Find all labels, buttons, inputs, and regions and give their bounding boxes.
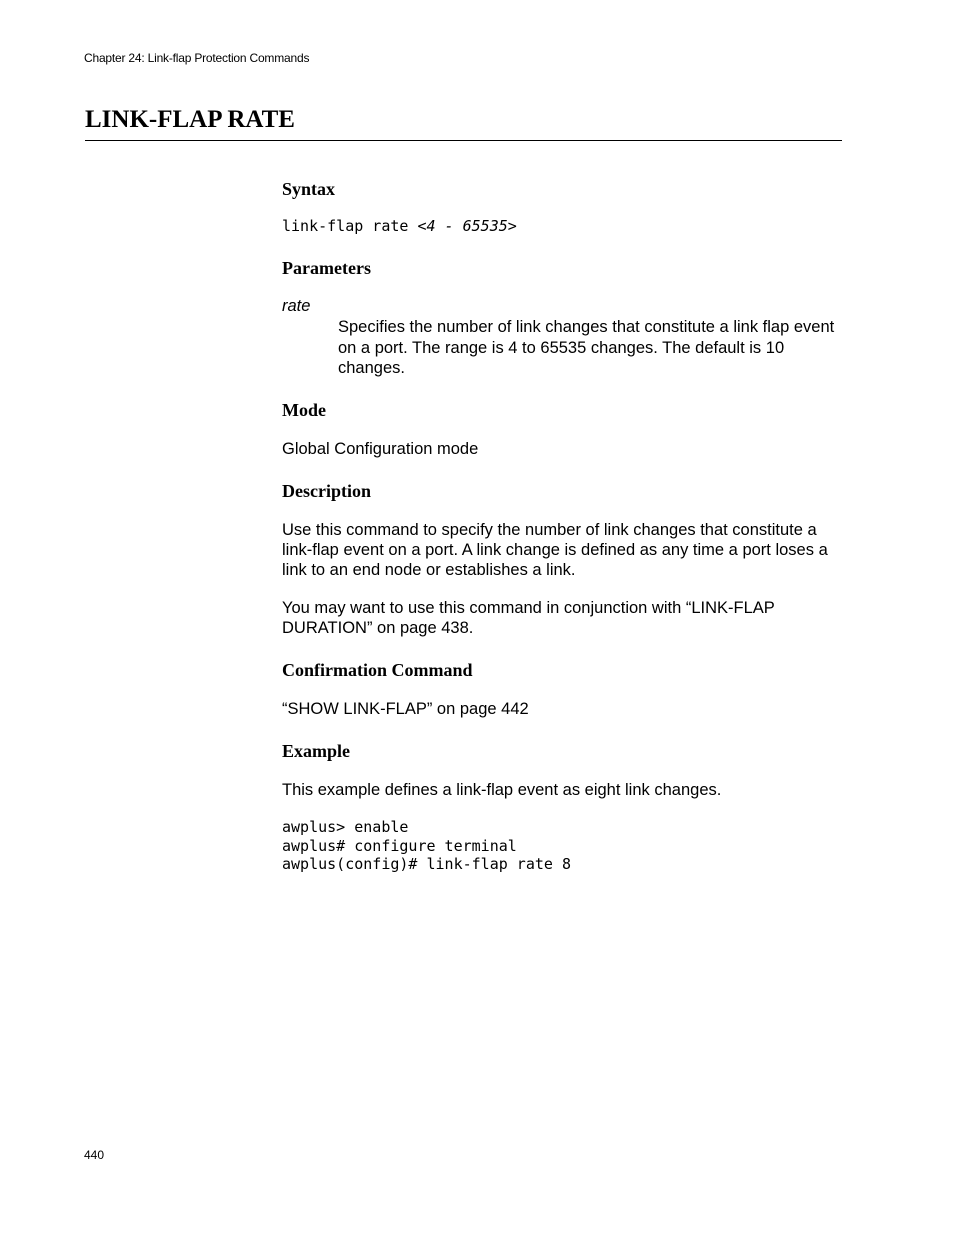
page-number: 440: [84, 1148, 105, 1162]
code-line: awplus> enable: [282, 818, 409, 836]
syntax-command: link-flap rate: [282, 217, 418, 235]
syntax-argument: <4 - 65535>: [417, 217, 517, 235]
title-rule: [85, 140, 842, 141]
mode-heading: Mode: [282, 400, 326, 420]
description-heading: Description: [282, 481, 371, 501]
example-heading: Example: [282, 741, 351, 761]
description-paragraph-2: You may want to use this command in conjunction with “LINK-FLAP DURATION” on page 438.: [282, 599, 775, 637]
page-title: LINK-FLAP RATE: [85, 106, 295, 133]
syntax-line: [282, 217, 517, 236]
description-paragraph-1: Use this command to specify the number of link changes that constitute a link-flap event on a port. A link change is defined as any time a port loses a link to an end node or establishes a link.: [282, 521, 828, 579]
param-name-rate: rate: [282, 297, 311, 315]
code-line: awplus(config)# link-flap rate 8: [282, 855, 571, 873]
param-description-rate: Specifies the number of link changes that constitute a link flap event on a port. The range is 4 to 65535 changes. The default is 10 changes.: [338, 318, 835, 377]
example-text: This example defines a link-flap event as eight link changes.: [282, 781, 722, 799]
syntax-heading: Syntax: [282, 179, 336, 199]
running-header: Chapter 24: Link-flap Protection Commands: [84, 51, 310, 65]
parameters-heading: Parameters: [282, 258, 371, 278]
mode-text: Global Configuration mode: [282, 440, 479, 458]
confirmation-heading: Confirmation Command: [282, 660, 473, 680]
code-line: awplus# configure terminal: [282, 836, 517, 855]
confirmation-link[interactable]: “SHOW LINK-FLAP” on page 442: [282, 700, 529, 718]
